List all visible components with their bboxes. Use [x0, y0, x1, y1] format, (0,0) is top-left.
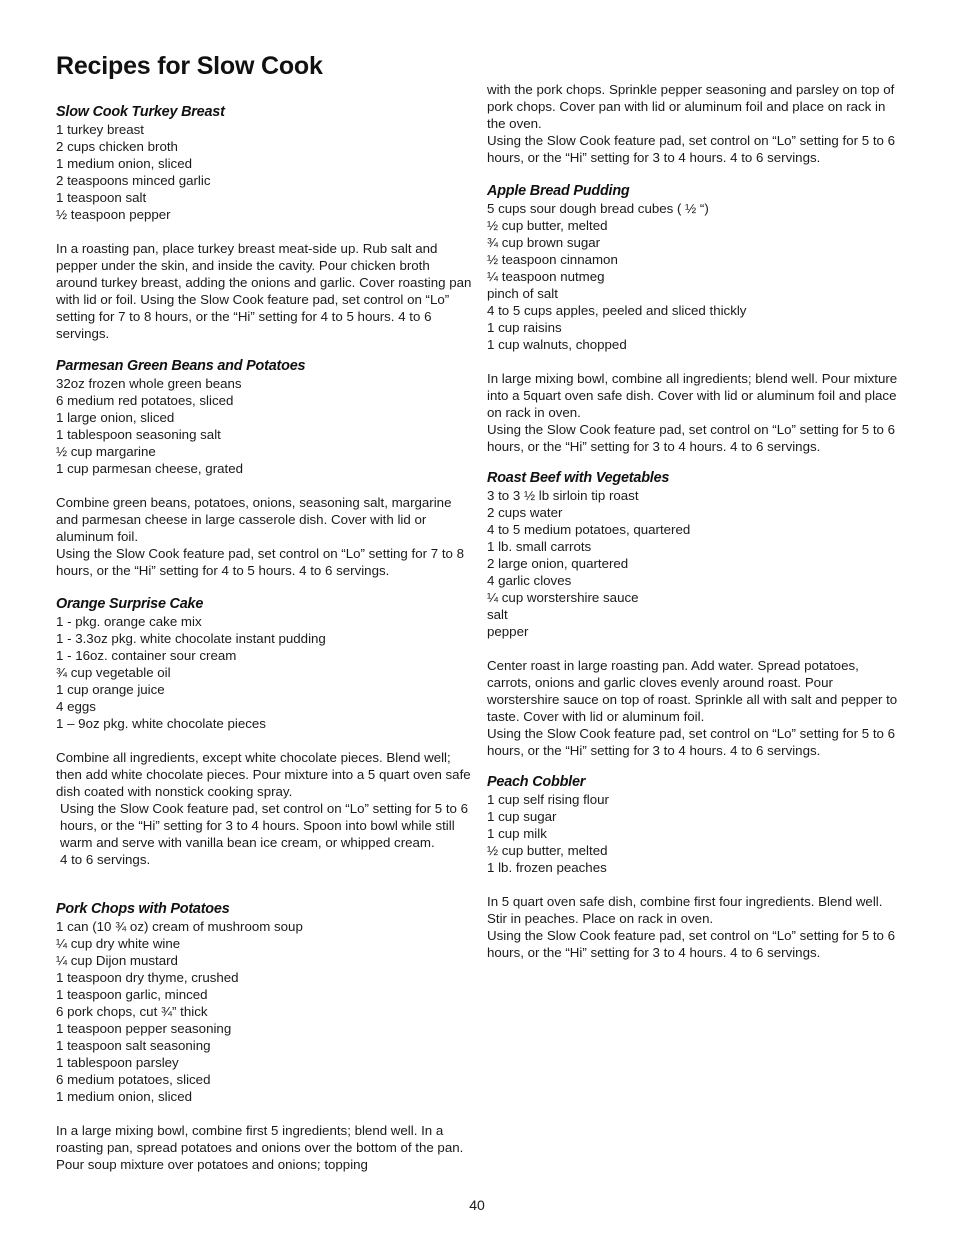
ingredient: 1 cup walnuts, chopped [487, 337, 627, 352]
recipe-title: Orange Surprise Cake [56, 596, 204, 612]
directions: Using the Slow Cook feature pad, set control on “Lo” setting for 5 to 6 hours, or the “Hi” setting for 3 to 4 hours. 4 to 6 servings. [487, 422, 895, 454]
ingredient-list [56, 121, 474, 223]
ingredient: 1 medium onion, sliced [56, 1089, 192, 1104]
page-number: 40 [469, 1197, 485, 1213]
ingredient: 1 teaspoon salt [56, 190, 147, 205]
ingredient: 6 pork chops, cut ¾” thick [56, 1004, 208, 1019]
recipe-title: Parmesan Green Beans and Potatoes [56, 358, 306, 374]
ingredient: ½ cup butter, melted [487, 843, 608, 858]
recipe-orange-cake [56, 595, 474, 868]
recipe-apple-pudding [487, 182, 905, 455]
directions: In 5 quart oven safe dish, combine first four ingredients. Blend well. Stir in peaches. Place on rack in oven. [487, 894, 883, 926]
ingredient-list [487, 487, 905, 640]
ingredient: 4 garlic cloves [487, 573, 572, 588]
ingredient: 1 cup orange juice [56, 682, 165, 697]
directions: In a large mixing bowl, combine first 5 ingredients; blend well. In a roasting pan, spread potatoes and onions over the bottom of the pan. Pour soup mixture over potatoes and onions; topping [56, 1123, 464, 1172]
directions: 4 to 6 servings. [60, 852, 151, 867]
ingredient: 1 teaspoon salt seasoning [56, 1038, 211, 1053]
directions: Using the Slow Cook feature pad, set control on “Lo” setting for 5 to 6 hours, or the “Hi” setting for 3 to 4 hours. 4 to 6 servings. [487, 928, 895, 960]
recipe-title: Slow Cook Turkey Breast [56, 104, 225, 120]
ingredient-list [487, 791, 905, 876]
ingredient: ¼ cup dry white wine [56, 936, 181, 951]
recipe-pork-chops [56, 900, 474, 1173]
ingredient: salt [487, 607, 508, 622]
recipe-title: Roast Beef with Vegetables [487, 470, 670, 486]
ingredient: 4 to 5 medium potatoes, quartered [487, 522, 691, 537]
directions: Using the Slow Cook feature pad, set control on “Lo” setting for 5 to 6 hours, or the “Hi” setting for 3 to 4 hours. Spoon into bowl while still warm and serve with vanilla bean ice cream, or whipped cream. [60, 801, 468, 850]
ingredient: 3 to 3 ½ lb sirloin tip roast [487, 488, 639, 503]
recipe-green-beans [56, 357, 474, 579]
ingredient: 1 teaspoon garlic, minced [56, 987, 208, 1002]
ingredient: ½ cup butter, melted [487, 218, 608, 233]
ingredient: 1 lb. small carrots [487, 539, 592, 554]
ingredient-list [56, 613, 474, 732]
directions: Using the Slow Cook feature pad, set control on “Lo” setting for 7 to 8 hours, or the “Hi” setting for 4 to 5 hours. 4 to 6 servings. [56, 546, 464, 578]
ingredient: 2 cups water [487, 505, 563, 520]
ingredient: ¾ cup vegetable oil [56, 665, 171, 680]
ingredient: 1 large onion, sliced [56, 410, 175, 425]
recipe-roast-beef [487, 469, 905, 759]
ingredient: ¼ cup Dijon mustard [56, 953, 178, 968]
ingredient: 1 cup self rising flour [487, 792, 609, 807]
ingredient: 1 tablespoon seasoning salt [56, 427, 221, 442]
page-title: Recipes for Slow Cook [56, 52, 323, 80]
ingredient: 1 – 9oz pkg. white chocolate pieces [56, 716, 266, 731]
directions: Center roast in large roasting pan. Add water. Spread potatoes, carrots, onions and garlic cloves evenly around roast. Pour worstershire sauce on top of roast. Sprinkle all with salt and pepper to taste. Cover with lid or aluminum foil. [487, 658, 898, 724]
ingredient: ¼ cup worstershire sauce [487, 590, 639, 605]
recipe-title: Pork Chops with Potatoes [56, 901, 230, 917]
ingredient: 4 eggs [56, 699, 96, 714]
ingredient: 1 tablespoon parsley [56, 1055, 179, 1070]
ingredient-list [487, 200, 905, 353]
ingredient: ¼ teaspoon nutmeg [487, 269, 605, 284]
ingredient: 1 - 3.3oz pkg. white chocolate instant pudding [56, 631, 326, 646]
ingredient: 1 - 16oz. container sour cream [56, 648, 237, 663]
ingredient: 1 can (10 ¾ oz) cream of mushroom soup [56, 919, 303, 934]
ingredient: 4 to 5 cups apples, peeled and sliced thickly [487, 303, 747, 318]
ingredient: 2 large onion, quartered [487, 556, 629, 571]
ingredient: 6 medium red potatoes, sliced [56, 393, 234, 408]
ingredient: 1 cup milk [487, 826, 547, 841]
ingredient: ½ cup margarine [56, 444, 156, 459]
recipe-turkey-breast [56, 103, 474, 342]
ingredient: 32oz frozen whole green beans [56, 376, 242, 391]
recipe-title: Apple Bread Pudding [487, 183, 630, 199]
ingredient: 1 lb. frozen peaches [487, 860, 607, 875]
ingredient: 1 cup parmesan cheese, grated [56, 461, 244, 476]
ingredient-list [56, 375, 474, 477]
directions: with the pork chops. Sprinkle pepper seasoning and parsley on top of pork chops. Cover pan with lid or aluminum foil and place on rack in the oven. [487, 82, 895, 131]
ingredient: pepper [487, 624, 529, 639]
directions: Combine all ingredients, except white chocolate pieces. Blend well; then add white chocolate pieces. Pour mixture into a 5 quart oven safe dish coated with nonstick cooking spray. [56, 750, 471, 799]
directions: Using the Slow Cook feature pad, set control on “Lo” setting for 5 to 6 hours, or the “Hi” setting for 3 to 4 hours. 4 to 6 servings. [487, 133, 895, 165]
directions: Combine green beans, potatoes, onions, seasoning salt, margarine and parmesan cheese in large casserole dish. Cover with lid or aluminum foil. [56, 495, 452, 544]
ingredient: 1 cup raisins [487, 320, 562, 335]
ingredient: 5 cups sour dough bread cubes ( ½ “) [487, 201, 709, 216]
ingredient: ¾ cup brown sugar [487, 235, 601, 250]
ingredient: 1 - pkg. orange cake mix [56, 614, 202, 629]
recipe-pork-chops-continued [487, 81, 905, 166]
ingredient: 2 teaspoons minced garlic [56, 173, 211, 188]
ingredient: 1 medium onion, sliced [56, 156, 192, 171]
ingredient: 1 teaspoon dry thyme, crushed [56, 970, 239, 985]
ingredient: ½ teaspoon cinnamon [487, 252, 618, 267]
directions: In a roasting pan, place turkey breast meat-side up. Rub salt and pepper under the skin, and inside the cavity. Pour chicken broth around turkey breast, adding the onions and garlic. Cover roasting pan with lid or foil. Using the Slow Cook feature pad, set control on “Lo” setting for 7 to 8 hours, or the “Hi” setting for 4 to 5 hours. 4 to 6 servings. [56, 241, 472, 341]
ingredient: ½ teaspoon pepper [56, 207, 171, 222]
ingredient: 1 cup sugar [487, 809, 557, 824]
recipe-peach-cobbler [487, 773, 905, 961]
directions: Using the Slow Cook feature pad, set control on “Lo” setting for 5 to 6 hours, or the “Hi” setting for 3 to 4 hours. 4 to 6 servings. [487, 726, 895, 758]
directions: In large mixing bowl, combine all ingredients; blend well. Pour mixture into a 5quart oven safe dish. Cover with lid or aluminum foil and place on rack in oven. [487, 371, 898, 420]
recipe-title: Peach Cobbler [487, 774, 586, 790]
ingredient-list [56, 918, 474, 1105]
ingredient: 6 medium potatoes, sliced [56, 1072, 211, 1087]
ingredient: 1 teaspoon pepper seasoning [56, 1021, 232, 1036]
ingredient: 2 cups chicken broth [56, 139, 178, 154]
ingredient: 1 turkey breast [56, 122, 144, 137]
ingredient: pinch of salt [487, 286, 558, 301]
